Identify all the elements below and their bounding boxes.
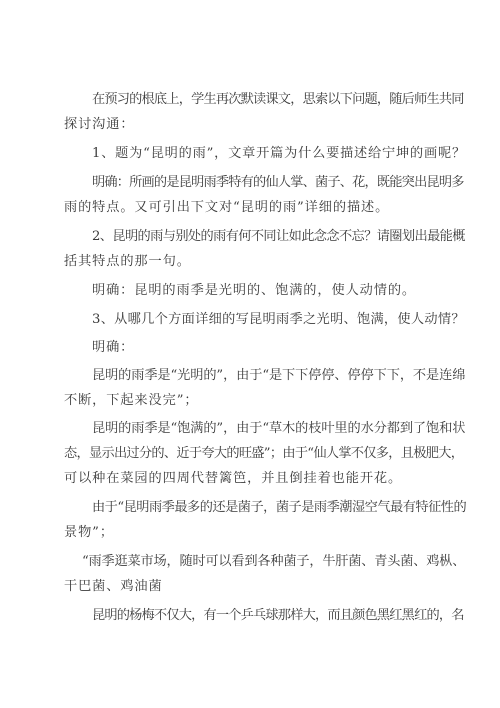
- quote-line: “雨季逛菜市场，随时可以看到各种菌子，牛肝菌、青头菌、鸡枞、: [82, 554, 466, 569]
- answer-line: 明确：所画的是昆明雨季特有的仙人掌、菌子、花，既能突出昆明多: [92, 175, 464, 190]
- question-line: 2、昆明的雨与别处的雨有何不同让如此念念不忘？请圈划出最能概: [92, 229, 465, 244]
- quote-line: 干巴菌、鸡油菌: [64, 579, 163, 594]
- paragraph-line: 在预习的根底上，学生再次默读课文，思索以下问题，随后师生共同: [92, 92, 464, 107]
- paragraph-line: 可以种在菜园的四周代替篱笆，并且倒挂着也能开花。: [64, 471, 403, 486]
- question-line: 1、题为“昆明的雨”，文章开篇为什么要描述给宁坤的画呢？: [92, 146, 466, 161]
- answer-line: 雨的特点。又可引出下文对“昆明的雨”详细的描述。: [64, 200, 390, 215]
- paragraph-line: 由于“昆明雨季最多的还是菌子，菌子是雨季潮湿空气最有特征性的: [92, 500, 467, 515]
- question-line: 括其特点的那一句。: [64, 254, 191, 269]
- paragraph-line: 昆明的雨季是“饱满的”，由于“草木的枝叶里的水分都到了饱和状: [92, 421, 466, 436]
- answer-line: 明确：昆明的雨季是光明的、饱满的，使人动情的。: [92, 283, 417, 298]
- paragraph-line: 态，显示出过分的、近于夸大的旺盛”；由于“仙人掌不仅多，且极肥大，: [64, 446, 464, 461]
- paragraph-line: 昆明的杨梅不仅大，有一个乒乓球那样大，而且颜色黑红黑红的，名: [92, 608, 464, 623]
- paragraph-line: 不断，下起来没完”；: [64, 393, 199, 408]
- paragraph-line: 昆明的雨季是“光明的”，由于“是下下停停、停停下下，不是连绵: [92, 368, 466, 383]
- paragraph-line: 景物”；: [64, 525, 114, 540]
- answer-label: 明确：: [92, 340, 135, 355]
- paragraph-line: 探讨沟通：: [64, 117, 135, 132]
- question-line: 3、从哪几个方面详细的写昆明雨季之光明、饱满，使人动情？: [92, 312, 465, 327]
